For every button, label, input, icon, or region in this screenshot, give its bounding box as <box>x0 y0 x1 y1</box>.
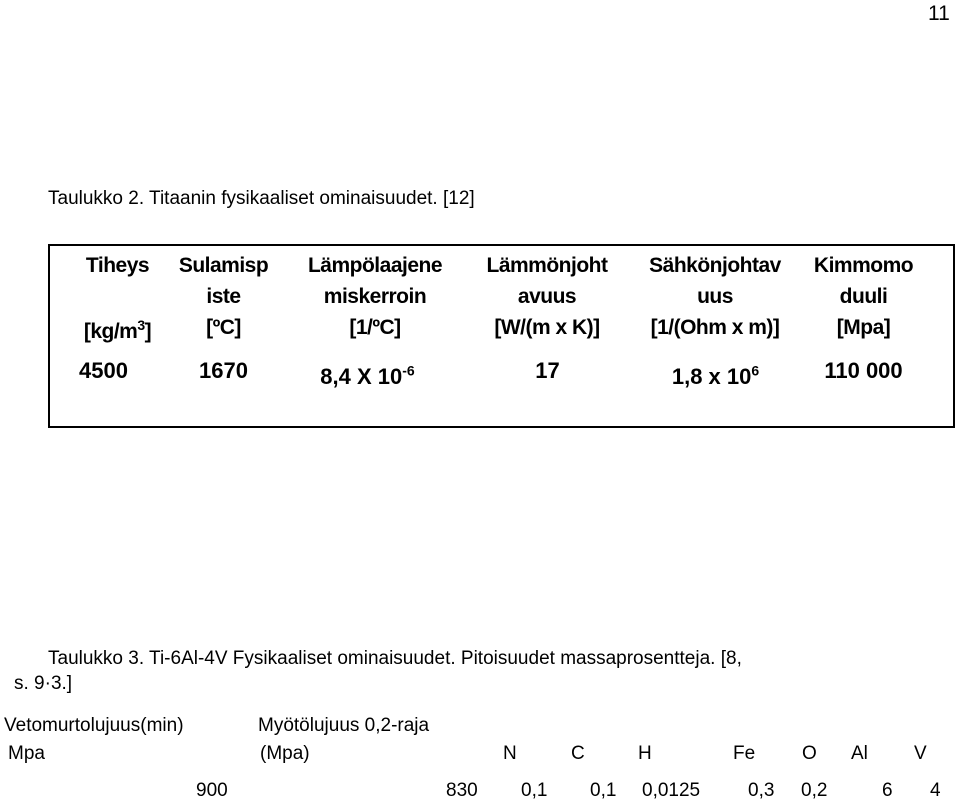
table3-header-yield: Myötölujuus 0,2-raja <box>258 715 430 736</box>
table3-value-yield: 830 <box>446 780 478 801</box>
page-number: 11 <box>928 2 950 25</box>
table3-header-H: H <box>638 743 652 764</box>
table3-header-N: N <box>503 743 517 764</box>
table2-value-modulus: 110 000 <box>824 358 903 383</box>
table3-header-O: O <box>802 743 817 764</box>
table3-caption-line2: s. 9·3.] <box>14 673 73 694</box>
table3-value-C: 0,1 <box>590 780 617 801</box>
table2-header-density: Tiheys $[kg/m^3]$ <box>83 254 152 343</box>
table3-value-V: 4 <box>930 780 941 801</box>
table3-header-C: C <box>571 743 585 764</box>
table2-header-melting: Sulamisp iste [ºC] <box>178 254 269 339</box>
table2-value-electrical-conductivity: 1,8 x $10^6$ <box>671 362 760 389</box>
table3-header-tensile: Vetomurtolujuus(min) <box>4 715 184 736</box>
table3-value-tensile: 900 <box>196 780 228 801</box>
table2-caption: Taulukko 2. Titaanin fysikaaliset ominaisuudet. [12] <box>48 188 475 209</box>
table3-unit-yield: (Mpa) <box>260 743 310 764</box>
table2-value-density: 4500 <box>79 358 128 383</box>
table3-header-Fe: Fe <box>733 743 756 764</box>
table2-value-melting: 1670 <box>199 358 248 383</box>
table2-value-thermal-conductivity: 17 <box>535 358 560 383</box>
table3-value-O: 0,2 <box>801 780 828 801</box>
table3-header-Al: Al <box>851 743 868 764</box>
table2-value-expansion: 8,4 X $10^{-6}$ <box>320 362 415 389</box>
table3-value-Fe: 0,3 <box>748 780 775 801</box>
table2-image <box>48 244 955 428</box>
table3-header-V: V <box>914 743 927 764</box>
table3-unit-tensile: Mpa <box>8 743 45 764</box>
table3-value-H: 0,0125 <box>642 780 701 801</box>
table3-value-Al: 6 <box>882 780 893 801</box>
table2-header-electrical-conductivity: Sähkönjohtav uus [1/(Ohm x m)] <box>649 254 781 339</box>
table3-caption-line1: Taulukko 3. Ti-6Al-4V Fysikaaliset ominaisuudet. Pitoisuudet massaprosentteja. [8, <box>48 648 742 669</box>
table2-header-thermal-conductivity: Lämmönjoht avuus [W/(m x K)] <box>486 254 608 339</box>
table3-value-N: 0,1 <box>521 780 548 801</box>
table2-header-modulus: Kimmomo duuli [Mpa] <box>813 254 914 339</box>
table2-header-expansion: Lämpölaajene miskerroin [1/ºC] <box>307 254 443 339</box>
